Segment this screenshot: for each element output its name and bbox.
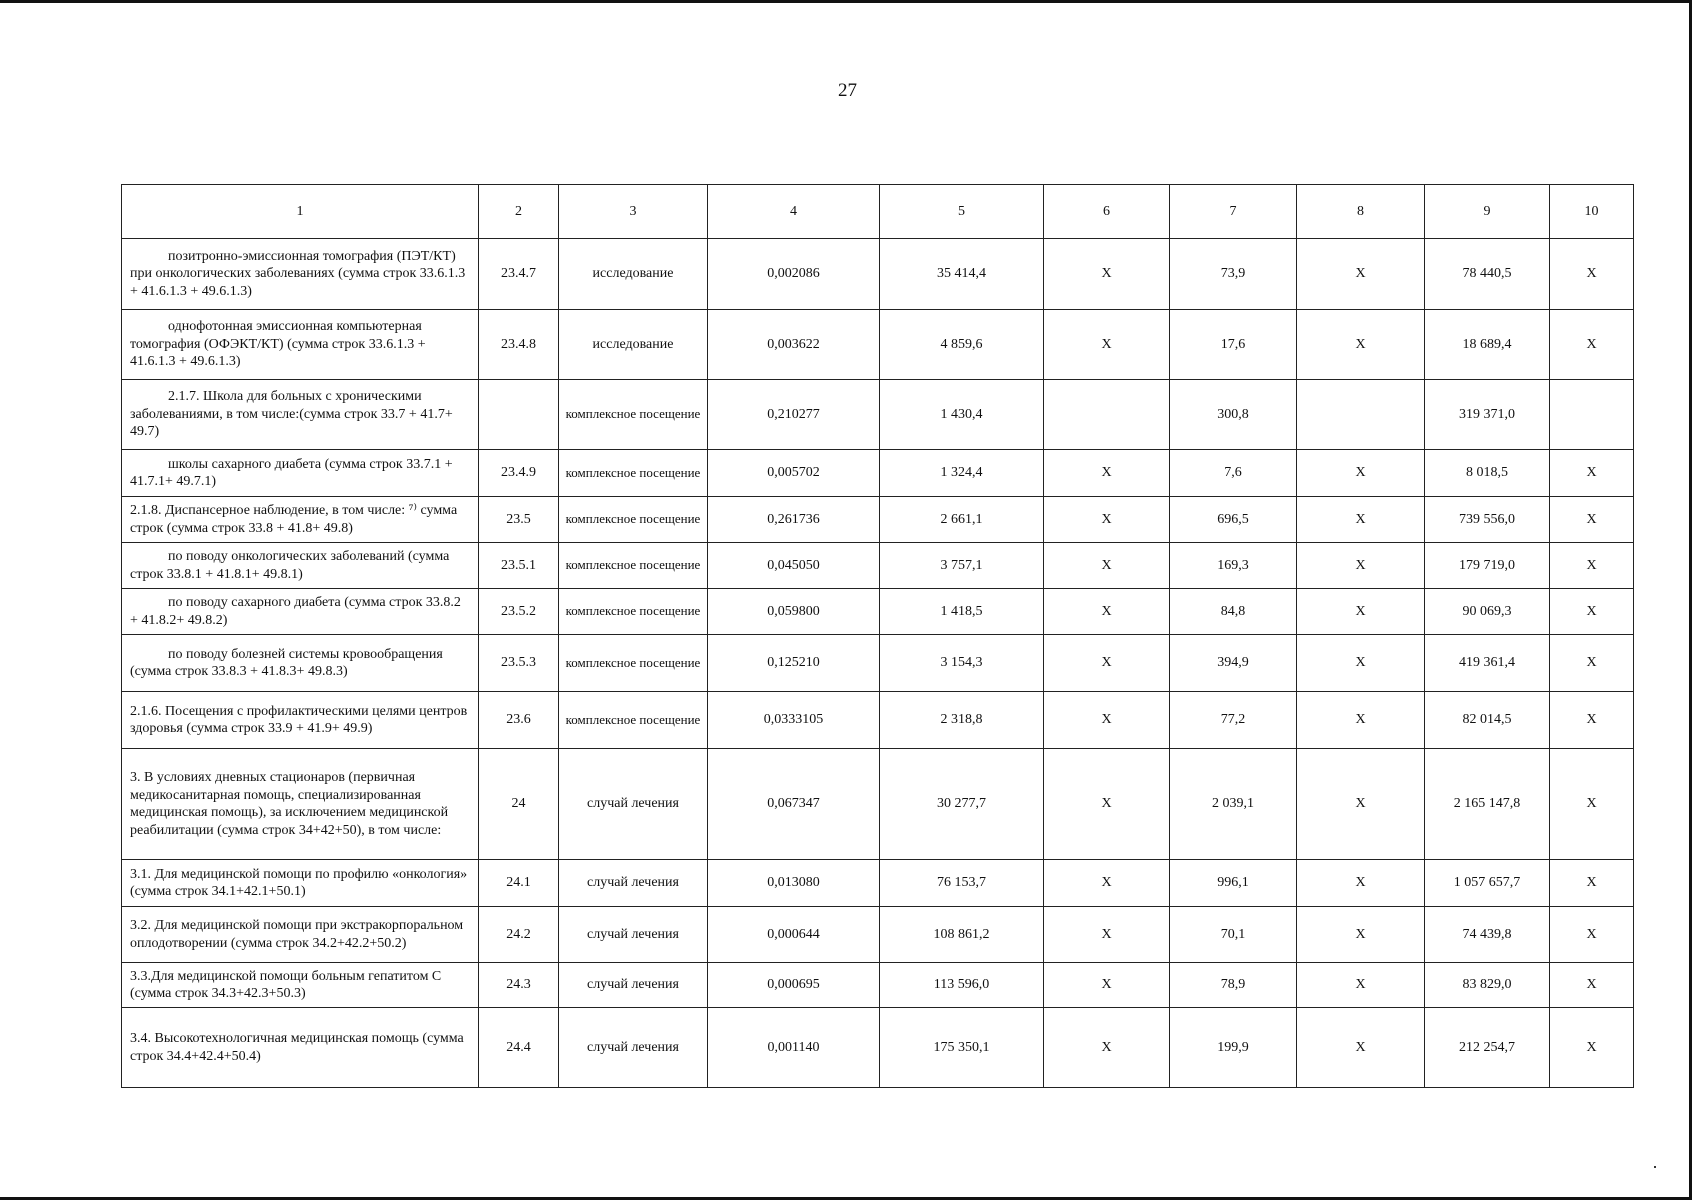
row-number: 24 (479, 749, 559, 860)
row-per-capita: 696,5 (1170, 497, 1297, 543)
row-name: 3.4. Высокотехнологичная медицинская помощь (сумма строк 34.4+42.4+50.4) (122, 1008, 479, 1088)
row-norm-volume: 0,013080 (708, 860, 880, 907)
row-name: 3.3.Для медицинской помощи больным гепатитом С (сумма строк 34.3+42.3+50.3) (122, 963, 479, 1008)
column-header: 6 (1044, 185, 1170, 239)
row-name: по поводу сахарного диабета (сумма строк 33.8.2 + 41.8.2+ 49.8.2) (122, 589, 479, 635)
table-row (122, 963, 1634, 1008)
row-col-6: Х (1044, 497, 1170, 543)
row-per-capita: 394,9 (1170, 635, 1297, 692)
row-unit: комплексное посещение (559, 497, 708, 543)
row-col-8: Х (1297, 450, 1425, 497)
row-norm-cost: 76 153,7 (880, 860, 1044, 907)
row-norm-cost: 2 318,8 (880, 692, 1044, 749)
row-total: 1 057 657,7 (1425, 860, 1550, 907)
row-col-8: Х (1297, 907, 1425, 963)
row-unit: комплексное посещение (559, 692, 708, 749)
row-number: 24.1 (479, 860, 559, 907)
row-norm-cost: 1 324,4 (880, 450, 1044, 497)
row-number: 23.5.1 (479, 543, 559, 589)
row-per-capita: 7,6 (1170, 450, 1297, 497)
column-header: 7 (1170, 185, 1297, 239)
row-norm-volume: 0,0333105 (708, 692, 880, 749)
row-col-10: Х (1550, 239, 1634, 310)
row-col-10: Х (1550, 589, 1634, 635)
row-col-10: Х (1550, 749, 1634, 860)
row-number: 23.4.8 (479, 310, 559, 380)
row-col-10: Х (1550, 963, 1634, 1008)
row-name: по поводу болезней системы кровообращения (сумма строк 33.8.3 + 41.8.3+ 49.8.3) (122, 635, 479, 692)
row-total: 18 689,4 (1425, 310, 1550, 380)
row-norm-cost: 1 430,4 (880, 380, 1044, 450)
row-total: 78 440,5 (1425, 239, 1550, 310)
row-norm-volume: 0,005702 (708, 450, 880, 497)
column-header: 1 (122, 185, 479, 239)
row-col-8: Х (1297, 239, 1425, 310)
table-row (122, 635, 1634, 692)
row-name: 3.2. Для медицинской помощи при экстракорпоральном оплодотворении (сумма строк 34.2+42.2+50.2) (122, 907, 479, 963)
scan-speck (1654, 1166, 1656, 1168)
table-row (122, 497, 1634, 543)
row-number: 24.3 (479, 963, 559, 1008)
row-name: 2.1.6. Посещения с профилактическими целями центров здоровья (сумма строк 33.9 + 41.9+ 49.9) (122, 692, 479, 749)
row-name: 2.1.7. Школа для больных с хроническими заболеваниями, в том числе:(сумма строк 33.7 + 41.7+ 49.7) (122, 380, 479, 450)
row-col-6 (1044, 380, 1170, 450)
row-number: 24.2 (479, 907, 559, 963)
row-col-10: Х (1550, 907, 1634, 963)
row-per-capita: 77,2 (1170, 692, 1297, 749)
row-col-10: Х (1550, 543, 1634, 589)
row-col-6: Х (1044, 310, 1170, 380)
column-header: 4 (708, 185, 880, 239)
row-col-6: Х (1044, 239, 1170, 310)
row-norm-volume: 0,001140 (708, 1008, 880, 1088)
row-col-6: Х (1044, 860, 1170, 907)
row-col-10: Х (1550, 635, 1634, 692)
row-norm-volume: 0,045050 (708, 543, 880, 589)
row-col-8: Х (1297, 749, 1425, 860)
row-total: 739 556,0 (1425, 497, 1550, 543)
row-per-capita: 73,9 (1170, 239, 1297, 310)
row-total: 90 069,3 (1425, 589, 1550, 635)
row-col-10: Х (1550, 692, 1634, 749)
row-total: 179 719,0 (1425, 543, 1550, 589)
row-unit: комплексное посещение (559, 635, 708, 692)
column-header: 2 (479, 185, 559, 239)
row-norm-volume: 0,125210 (708, 635, 880, 692)
row-number: 23.5.2 (479, 589, 559, 635)
row-total: 74 439,8 (1425, 907, 1550, 963)
row-norm-volume: 0,210277 (708, 380, 880, 450)
row-unit: комплексное посещение (559, 450, 708, 497)
row-col-6: Х (1044, 1008, 1170, 1088)
table-row (122, 380, 1634, 450)
row-col-8: Х (1297, 589, 1425, 635)
table-row (122, 310, 1634, 380)
row-norm-cost: 3 154,3 (880, 635, 1044, 692)
row-name: 3. В условиях дневных стационаров (первичная медикосанитарная помощь, специализированная медицинская помощь), за исключением медицинской реабилитации (сумма строк 34+42+50), в том числе: (122, 749, 479, 860)
row-total: 212 254,7 (1425, 1008, 1550, 1088)
row-norm-volume: 0,002086 (708, 239, 880, 310)
row-per-capita: 17,6 (1170, 310, 1297, 380)
row-col-8: Х (1297, 635, 1425, 692)
row-col-8: Х (1297, 692, 1425, 749)
column-header: 3 (559, 185, 708, 239)
row-col-6: Х (1044, 635, 1170, 692)
row-number: 23.5.3 (479, 635, 559, 692)
row-total: 82 014,5 (1425, 692, 1550, 749)
table-row (122, 907, 1634, 963)
row-per-capita: 2 039,1 (1170, 749, 1297, 860)
row-unit: случай лечения (559, 1008, 708, 1088)
row-norm-cost: 1 418,5 (880, 589, 1044, 635)
data-table (121, 184, 1634, 1088)
row-name: 2.1.8. Диспансерное наблюдение, в том числе: ⁷⁾ сумма строк (сумма строк 33.8 + 41.8+ 49.8) (122, 497, 479, 543)
row-name: однофотонная эмиссионная компьютерная томография (ОФЭКТ/КТ) (сумма строк 33.6.1.3 + 41.6.1.3 + 49.6.1.3) (122, 310, 479, 380)
row-name: школы сахарного диабета (сумма строк 33.7.1 + 41.7.1+ 49.7.1) (122, 450, 479, 497)
row-col-6: Х (1044, 963, 1170, 1008)
row-col-6: Х (1044, 749, 1170, 860)
row-per-capita: 199,9 (1170, 1008, 1297, 1088)
row-col-6: Х (1044, 589, 1170, 635)
table-row (122, 860, 1634, 907)
row-total: 419 361,4 (1425, 635, 1550, 692)
table-row (122, 239, 1634, 310)
row-col-10: Х (1550, 1008, 1634, 1088)
row-norm-volume: 0,000644 (708, 907, 880, 963)
row-norm-cost: 108 861,2 (880, 907, 1044, 963)
row-name: по поводу онкологических заболеваний (сумма строк 33.8.1 + 41.8.1+ 49.8.1) (122, 543, 479, 589)
row-unit: комплексное посещение (559, 543, 708, 589)
row-total: 8 018,5 (1425, 450, 1550, 497)
table-row (122, 749, 1634, 860)
row-norm-cost: 30 277,7 (880, 749, 1044, 860)
row-col-8 (1297, 380, 1425, 450)
row-number: 23.4.9 (479, 450, 559, 497)
page-number: 27 (838, 80, 857, 101)
table-row (122, 589, 1634, 635)
row-per-capita: 70,1 (1170, 907, 1297, 963)
column-header: 10 (1550, 185, 1634, 239)
row-number: 23.6 (479, 692, 559, 749)
row-number: 23.5 (479, 497, 559, 543)
row-unit: случай лечения (559, 749, 708, 860)
table-row (122, 1008, 1634, 1088)
row-norm-volume: 0,261736 (708, 497, 880, 543)
row-total: 319 371,0 (1425, 380, 1550, 450)
row-norm-cost: 3 757,1 (880, 543, 1044, 589)
row-unit: случай лечения (559, 963, 708, 1008)
row-number: 24.4 (479, 1008, 559, 1088)
row-col-10: Х (1550, 497, 1634, 543)
row-per-capita: 169,3 (1170, 543, 1297, 589)
table-row (122, 692, 1634, 749)
row-total: 83 829,0 (1425, 963, 1550, 1008)
row-unit: случай лечения (559, 907, 708, 963)
row-norm-volume: 0,003622 (708, 310, 880, 380)
row-col-8: Х (1297, 1008, 1425, 1088)
row-unit: случай лечения (559, 860, 708, 907)
column-header: 5 (880, 185, 1044, 239)
row-col-8: Х (1297, 310, 1425, 380)
row-col-10: Х (1550, 310, 1634, 380)
row-norm-cost: 2 661,1 (880, 497, 1044, 543)
row-norm-volume: 0,059800 (708, 589, 880, 635)
row-col-6: Х (1044, 543, 1170, 589)
row-col-8: Х (1297, 497, 1425, 543)
row-name: 3.1. Для медицинской помощи по профилю «онкология» (сумма строк 34.1+42.1+50.1) (122, 860, 479, 907)
row-norm-cost: 4 859,6 (880, 310, 1044, 380)
row-norm-cost: 35 414,4 (880, 239, 1044, 310)
row-norm-cost: 113 596,0 (880, 963, 1044, 1008)
row-col-6: Х (1044, 907, 1170, 963)
row-norm-cost: 175 350,1 (880, 1008, 1044, 1088)
table-row (122, 543, 1634, 589)
row-col-6: Х (1044, 450, 1170, 497)
row-norm-volume: 0,000695 (708, 963, 880, 1008)
table-header-row (122, 185, 1634, 239)
row-per-capita: 78,9 (1170, 963, 1297, 1008)
row-total: 2 165 147,8 (1425, 749, 1550, 860)
row-col-8: Х (1297, 963, 1425, 1008)
row-unit: комплексное посещение (559, 589, 708, 635)
row-number: 23.4.7 (479, 239, 559, 310)
row-col-10: Х (1550, 450, 1634, 497)
row-number (479, 380, 559, 450)
row-per-capita: 300,8 (1170, 380, 1297, 450)
row-col-10 (1550, 380, 1634, 450)
row-col-6: Х (1044, 692, 1170, 749)
row-unit: исследование (559, 310, 708, 380)
table-row (122, 450, 1634, 497)
column-header: 8 (1297, 185, 1425, 239)
row-per-capita: 84,8 (1170, 589, 1297, 635)
row-unit: исследование (559, 239, 708, 310)
row-name: позитронно-эмиссионная томография (ПЭТ/КТ) при онкологических заболеваниях (сумма строк 33.6.1.3 + 41.6.1.3 + 49.6.1.3) (122, 239, 479, 310)
row-col-10: Х (1550, 860, 1634, 907)
row-col-8: Х (1297, 543, 1425, 589)
row-per-capita: 996,1 (1170, 860, 1297, 907)
column-header: 9 (1425, 185, 1550, 239)
row-col-8: Х (1297, 860, 1425, 907)
row-norm-volume: 0,067347 (708, 749, 880, 860)
row-unit: комплексное посещение (559, 380, 708, 450)
